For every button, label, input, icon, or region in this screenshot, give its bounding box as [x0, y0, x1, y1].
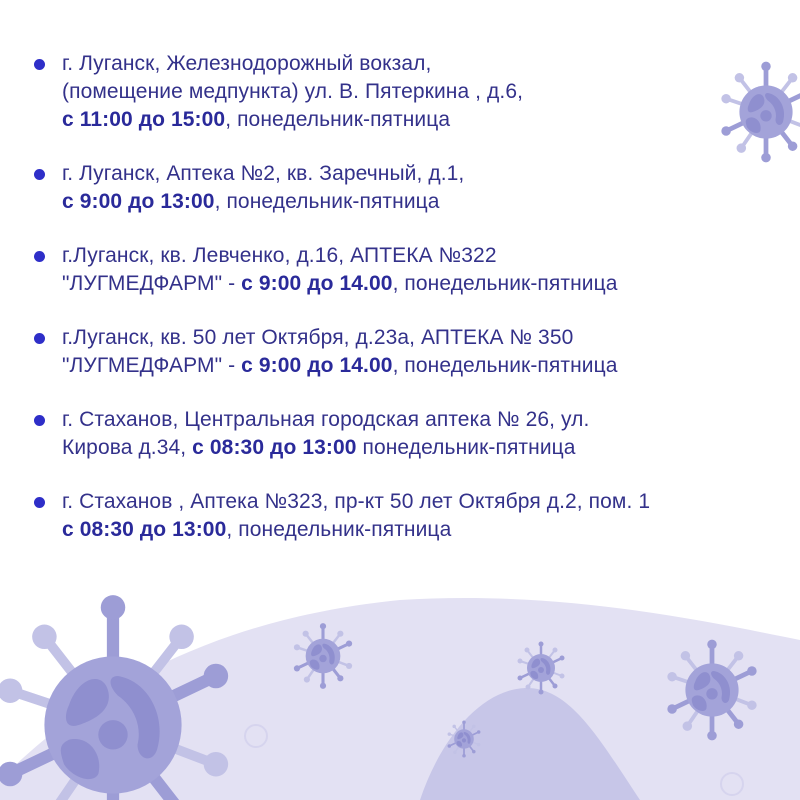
- item-line: г.Луганск, кв. Левченко, д.16, АПТЕКА №322: [62, 244, 497, 267]
- item-line: г. Стаханов , Аптека №323, пр-кт 50 лет Октября д.2, пом. 1: [62, 490, 651, 513]
- item-line: "ЛУГМЕДФАРМ" - с 9:00 до 14.00, понедельник-пятница: [62, 354, 618, 377]
- hours-text: с 11:00 до 15:00: [62, 108, 226, 131]
- bullet-icon: [34, 251, 45, 262]
- bullet-icon: [34, 497, 45, 508]
- bullet-icon: [34, 169, 45, 180]
- list-item: [34, 160, 774, 216]
- item-line: г. Луганск, Аптека №2, кв. Заречный, д.1,: [62, 162, 465, 185]
- hours-text: с 08:30 до 13:00: [192, 436, 357, 459]
- list-item: [34, 242, 774, 298]
- item-line: г.Луганск, кв. 50 лет Октября, д.23а, АПТЕКА № 350: [62, 326, 574, 349]
- bullet-icon: [34, 415, 45, 426]
- list-item: [34, 488, 774, 544]
- item-line: с 9:00 до 13:00, понедельник-пятница: [62, 190, 440, 213]
- list-item: [34, 324, 774, 380]
- item-line: с 11:00 до 15:00, понедельник-пятница: [62, 108, 451, 131]
- hours-text: с 9:00 до 14.00: [241, 354, 393, 377]
- hours-text: с 9:00 до 14.00: [241, 272, 393, 295]
- item-line: г. Стаханов, Центральная городская аптека № 26, ул.: [62, 408, 590, 431]
- list-item: [34, 406, 774, 462]
- bullet-icon: [34, 333, 45, 344]
- item-line: с 08:30 до 13:00, понедельник-пятница: [62, 518, 452, 541]
- bullet-icon: [34, 59, 45, 70]
- item-line: г. Луганск, Железнодорожный вокзал,: [62, 52, 432, 75]
- item-line: Кирова д.34, с 08:30 до 13:00 понедельник-пятница: [62, 436, 576, 459]
- item-line: "ЛУГМЕДФАРМ" - с 9:00 до 14.00, понедельник-пятница: [62, 272, 618, 295]
- list-item: [34, 50, 774, 134]
- hours-text: с 9:00 до 13:00: [62, 190, 215, 213]
- item-line: (помещение медпункта) ул. В. Пятеркина , д.6,: [62, 80, 524, 103]
- pharmacy-list: [34, 50, 774, 570]
- hours-text: с 08:30 до 13:00: [62, 518, 227, 541]
